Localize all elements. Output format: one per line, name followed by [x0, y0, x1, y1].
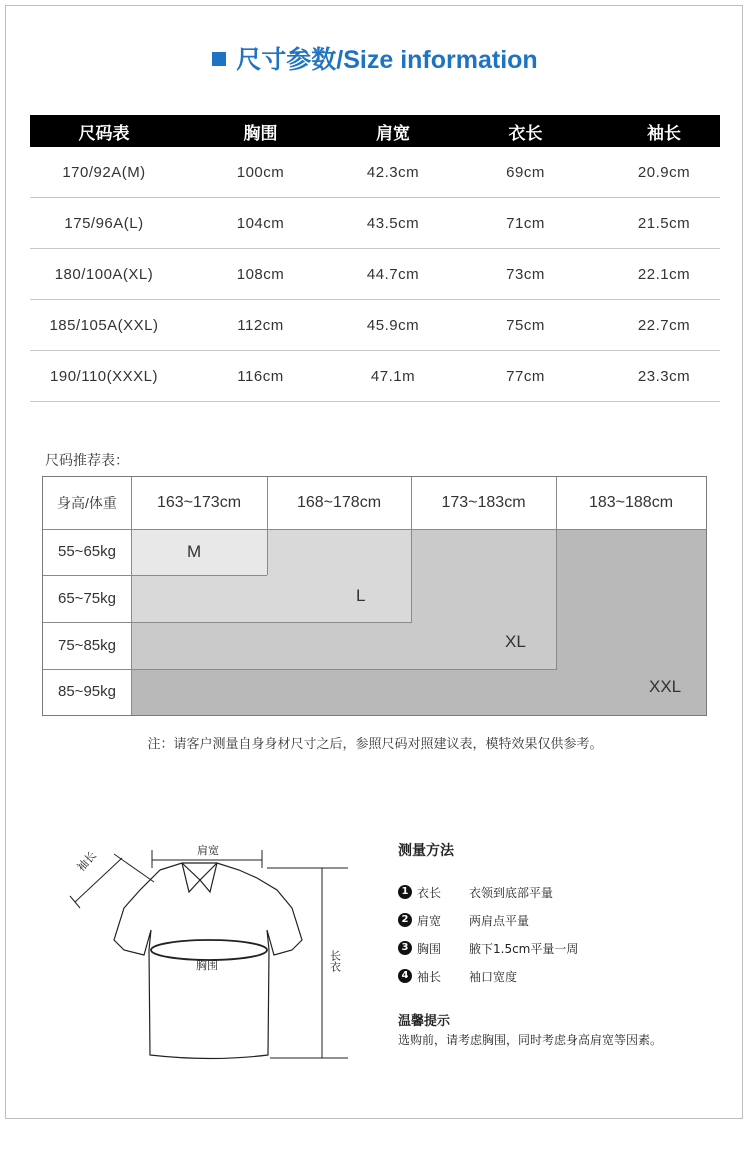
shoulder-label: 肩宽: [197, 844, 219, 857]
size-label: XXL: [649, 677, 682, 696]
measure-name: 胸围: [417, 941, 442, 956]
recommend-label: 尺码推荐表：: [45, 453, 129, 469]
square-bullet-icon: [212, 52, 226, 66]
cell-shoulder: 45.9cm: [366, 316, 420, 334]
cell-chest: 104cm: [236, 214, 285, 232]
cell-sleeve: 22.7cm: [637, 316, 691, 334]
header-chest: 胸围: [243, 123, 278, 144]
header-sleeve: 袖长: [647, 123, 681, 144]
size-table: [30, 115, 720, 402]
shirt-neck: [182, 863, 217, 880]
measure-name: 衣长: [417, 885, 442, 900]
measure-title: 测量方法: [398, 843, 454, 859]
height-range: 163~173cm: [156, 494, 242, 511]
weight-range: 65~75kg: [58, 590, 116, 607]
cell-length: 73cm: [506, 265, 545, 283]
height-range: 168~178cm: [296, 494, 382, 511]
dimension-lines: [70, 850, 348, 1058]
header-shoulder: 肩宽: [376, 123, 410, 144]
cell-length: 77cm: [506, 367, 545, 385]
cell-sleeve: 20.9cm: [637, 163, 691, 181]
cell-size: 175/96A(L): [64, 214, 144, 232]
weight-range: 85~95kg: [58, 683, 116, 700]
number-1-icon: 1: [398, 885, 412, 899]
cell-length: 75cm: [506, 316, 545, 334]
cell-shoulder: 44.7cm: [366, 265, 420, 283]
size-label: M: [187, 542, 202, 561]
cell-sleeve: 21.5cm: [637, 214, 691, 232]
cell-size: 170/92A(M): [62, 163, 146, 181]
grid-line: [43, 669, 556, 670]
cell-sleeve: 22.1cm: [637, 265, 691, 283]
measure-desc: 衣领到底部平量: [469, 885, 554, 900]
cell-shoulder: 42.3cm: [366, 163, 420, 181]
measure-method: [398, 840, 738, 990]
cell-chest: 112cm: [237, 316, 284, 334]
tip-text: 选购前，请考虑胸围，同时考虑身高肩宽等因素。: [398, 1033, 663, 1047]
measure-item: [398, 906, 738, 934]
cell-chest: 100cm: [236, 163, 285, 181]
size-table-header: [30, 115, 720, 147]
size-label: L: [356, 586, 366, 605]
header-length: 衣长: [508, 123, 543, 144]
page-title: [0, 40, 750, 76]
recommend-grid: [42, 476, 707, 716]
page-title-text: 尺寸参数/Size information: [236, 46, 538, 74]
chest-label: 胸围: [196, 959, 218, 972]
cell-size: 180/100A(XL): [54, 265, 154, 283]
table-row: [30, 198, 720, 249]
grid-line: [43, 622, 411, 623]
size-label: XL: [505, 632, 526, 651]
tip-box: [398, 1010, 662, 1048]
table-row: [30, 351, 720, 402]
measure-name: 袖长: [417, 969, 442, 984]
measure-desc: 腋下1.5cm平量一周: [469, 941, 579, 956]
grid-line: [43, 575, 267, 576]
cell-length: 69cm: [506, 163, 545, 181]
height-range: 183~188cm: [588, 494, 674, 511]
table-row: [30, 249, 720, 300]
sleeve-tick: [70, 896, 80, 908]
note-text: 注：请客户测量自身身材尺寸之后，参照尺码对照建议表，模特效果仅供参考。: [147, 737, 603, 752]
cell-shoulder: 43.5cm: [366, 214, 420, 232]
sleeve-label: 袖长: [74, 848, 99, 875]
header-size: 尺码表: [78, 123, 130, 144]
tip-title: 温馨提示: [398, 1014, 451, 1029]
measure-item: [398, 934, 738, 962]
cell-sleeve: 23.3cm: [637, 367, 691, 385]
height-range: 173~183cm: [441, 494, 526, 511]
cell-size: 190/110(XXXL): [50, 367, 158, 385]
number-3-icon: 3: [398, 941, 412, 955]
number-4-icon: 4: [398, 969, 412, 983]
measure-item: [398, 878, 738, 906]
cell-size: 185/105A(XXL): [49, 316, 159, 334]
grid-corner: 身高/体重: [57, 495, 117, 511]
sleeve-tick: [114, 854, 154, 882]
table-row: [30, 147, 720, 198]
shirt-diagram: [52, 830, 372, 1080]
weight-range: 75~85kg: [58, 637, 116, 654]
weight-range: 55~65kg: [58, 543, 116, 560]
cell-shoulder: 47.1m: [370, 367, 416, 385]
cell-chest: 116cm: [237, 367, 284, 385]
cell-chest: 108cm: [236, 265, 285, 283]
number-2-icon: 2: [398, 913, 412, 927]
cell-length: 71cm: [506, 214, 545, 232]
grid-line: [43, 529, 706, 530]
measure-item: [398, 962, 738, 990]
chest-ellipse: [151, 940, 267, 960]
table-row: [30, 300, 720, 351]
measure-name: 肩宽: [417, 913, 442, 928]
measure-desc: 两肩点平量: [469, 913, 530, 928]
measure-desc: 袖口宽度: [469, 969, 518, 984]
length-label: 长衣: [328, 950, 342, 972]
